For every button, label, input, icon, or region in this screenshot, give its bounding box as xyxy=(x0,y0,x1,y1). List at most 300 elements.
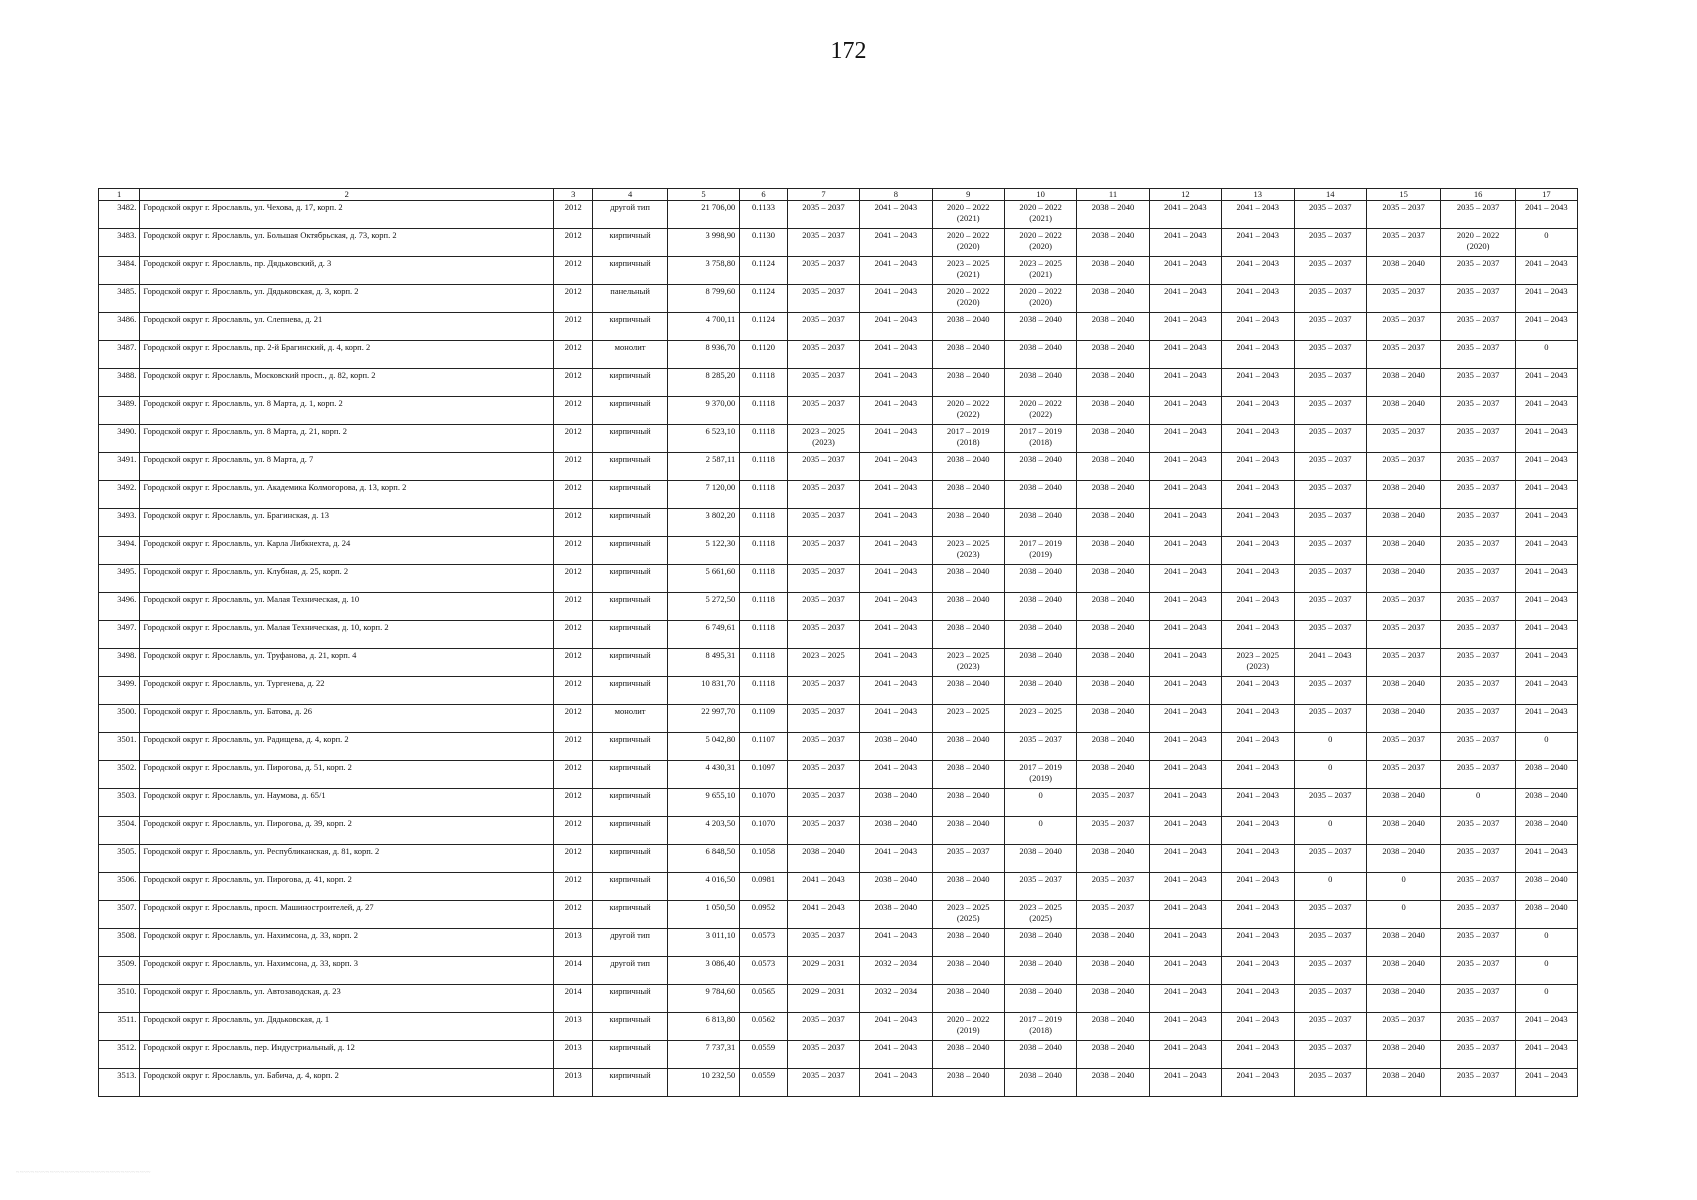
period-col9-cell xyxy=(932,845,1004,873)
year-cell: 2012 xyxy=(554,677,593,705)
period-col13-cell xyxy=(1222,1069,1294,1097)
wall-material-cell: кирпичный xyxy=(593,425,667,453)
period-col9-cell-period: 2038 – 2040 xyxy=(946,454,990,464)
period-col7-cell xyxy=(787,1041,859,1069)
period-col12-cell: 2041 – 2043 xyxy=(1149,929,1221,957)
period-col9-cell-period: 2020 – 2022 xyxy=(946,1014,990,1024)
coefficient-cell: 0.1118 xyxy=(740,425,788,453)
period-col12-cell: 2041 – 2043 xyxy=(1149,1069,1221,1097)
period-col10-cell-period: 2038 – 2040 xyxy=(1019,482,1062,492)
address-cell: Городской округ г. Ярославль, пр. Дядьковский, д. 3 xyxy=(140,257,554,285)
period-col10-cell-period: 2038 – 2040 xyxy=(1019,1042,1062,1052)
year-cell: 2012 xyxy=(554,341,593,369)
period-col10-cell-year: (2018) xyxy=(1029,1025,1052,1035)
period-col10-cell-year: (2020) xyxy=(1029,297,1052,307)
column-header-12: 12 xyxy=(1149,189,1221,201)
period-col9-cell xyxy=(932,397,1004,425)
period-col12-cell: 2041 – 2043 xyxy=(1149,845,1221,873)
period-col10-cell xyxy=(1004,789,1076,817)
period-col17-cell: 2041 – 2043 xyxy=(1515,677,1577,705)
table-header xyxy=(99,189,1578,201)
wall-material-cell: кирпичный xyxy=(593,565,667,593)
wall-material-cell: кирпичный xyxy=(593,257,667,285)
wall-material-cell: монолит xyxy=(593,341,667,369)
period-col17-cell: 2041 – 2043 xyxy=(1515,1041,1577,1069)
column-header-3: 3 xyxy=(554,189,593,201)
period-col14-cell: 2035 – 2037 xyxy=(1294,285,1366,313)
period-col16-cell xyxy=(1441,733,1515,761)
year-cell: 2012 xyxy=(554,229,593,257)
period-col10-cell xyxy=(1004,425,1076,453)
table-row xyxy=(99,1069,1578,1097)
period-col12-cell: 2041 – 2043 xyxy=(1149,369,1221,397)
period-col7-cell-period: 2035 – 2037 xyxy=(802,762,845,772)
coefficient-cell: 0.1118 xyxy=(740,593,788,621)
period-col10-cell xyxy=(1004,229,1076,257)
year-cell: 2012 xyxy=(554,789,593,817)
row-number-cell: 3506. xyxy=(99,873,140,901)
coefficient-cell: 0.1118 xyxy=(740,649,788,677)
period-col16-cell xyxy=(1441,285,1515,313)
period-col13-cell-period: 2041 – 2043 xyxy=(1236,790,1280,800)
period-col15-cell: 0 xyxy=(1366,901,1440,929)
column-header-1: 1 xyxy=(99,189,140,201)
period-col16-cell-period: 2035 – 2037 xyxy=(1456,678,1500,688)
period-col11-cell: 2038 – 2040 xyxy=(1077,453,1149,481)
row-number-cell: 3493. xyxy=(99,509,140,537)
period-col15-cell: 2035 – 2037 xyxy=(1366,621,1440,649)
period-col10-cell-period: 2038 – 2040 xyxy=(1019,566,1062,576)
period-col10-cell xyxy=(1004,1013,1076,1041)
period-col7-cell xyxy=(787,929,859,957)
period-col16-cell-period: 2035 – 2037 xyxy=(1456,258,1500,268)
period-col16-cell xyxy=(1441,929,1515,957)
period-col7-cell xyxy=(787,1069,859,1097)
period-col12-cell: 2041 – 2043 xyxy=(1149,1013,1221,1041)
area-cell: 6 848,50 xyxy=(667,845,739,873)
period-col15-cell: 2035 – 2037 xyxy=(1366,453,1440,481)
period-col17-cell: 2041 – 2043 xyxy=(1515,397,1577,425)
period-col9-cell xyxy=(932,481,1004,509)
column-header-14: 14 xyxy=(1294,189,1366,201)
period-col11-cell: 2038 – 2040 xyxy=(1077,985,1149,1013)
area-cell: 22 997,70 xyxy=(667,705,739,733)
address-cell: Городской округ г. Ярославль, ул. Слепнева, д. 21 xyxy=(140,313,554,341)
period-col13-cell-period: 2041 – 2043 xyxy=(1236,1014,1280,1024)
period-col13-cell xyxy=(1222,369,1294,397)
period-col7-cell xyxy=(787,425,859,453)
wall-material-cell: кирпичный xyxy=(593,621,667,649)
period-col10-cell xyxy=(1004,509,1076,537)
address-cell: Городской округ г. Ярославль, ул. Тургенева, д. 22 xyxy=(140,677,554,705)
period-col15-cell: 0 xyxy=(1366,873,1440,901)
period-col9-cell-period: 2017 – 2019 xyxy=(946,426,990,436)
table-row xyxy=(99,985,1578,1013)
period-col11-cell: 2038 – 2040 xyxy=(1077,677,1149,705)
area-cell: 4 430,31 xyxy=(667,761,739,789)
period-col13-cell-period: 2041 – 2043 xyxy=(1236,482,1280,492)
period-col9-cell xyxy=(932,621,1004,649)
coefficient-cell: 0.1070 xyxy=(740,817,788,845)
period-col13-cell xyxy=(1222,789,1294,817)
period-col12-cell: 2041 – 2043 xyxy=(1149,705,1221,733)
address-cell: Городской округ г. Ярославль, ул. Автозаводская, д. 23 xyxy=(140,985,554,1013)
period-col13-cell xyxy=(1222,257,1294,285)
area-cell: 21 706,00 xyxy=(667,201,739,229)
period-col7-cell-period: 2035 – 2037 xyxy=(802,538,845,548)
period-col16-cell xyxy=(1441,761,1515,789)
year-cell: 2013 xyxy=(554,929,593,957)
period-col7-cell-period: 2035 – 2037 xyxy=(802,342,845,352)
table-row xyxy=(99,761,1578,789)
period-col7-cell xyxy=(787,565,859,593)
period-col10-cell xyxy=(1004,901,1076,929)
period-col16-cell-period: 2035 – 2037 xyxy=(1456,986,1500,996)
period-col16-cell xyxy=(1441,537,1515,565)
period-col17-cell: 2041 – 2043 xyxy=(1515,481,1577,509)
period-col9-cell xyxy=(932,1013,1004,1041)
period-col14-cell: 2035 – 2037 xyxy=(1294,789,1366,817)
coefficient-cell: 0.1133 xyxy=(740,201,788,229)
period-col13-cell-period: 2041 – 2043 xyxy=(1236,678,1280,688)
period-col17-cell: 0 xyxy=(1515,341,1577,369)
period-col11-cell: 2038 – 2040 xyxy=(1077,285,1149,313)
address-cell: Городской округ г. Ярославль, ул. Дядьковская, д. 3, корп. 2 xyxy=(140,285,554,313)
period-col7-cell-period: 2035 – 2037 xyxy=(802,398,845,408)
period-col16-cell-period: 2035 – 2037 xyxy=(1456,1070,1500,1080)
period-col10-cell-period: 2020 – 2022 xyxy=(1019,202,1062,212)
coefficient-cell: 0.1107 xyxy=(740,733,788,761)
column-header-8: 8 xyxy=(860,189,932,201)
coefficient-cell: 0.0565 xyxy=(740,985,788,1013)
period-col15-cell: 2038 – 2040 xyxy=(1366,705,1440,733)
period-col15-cell: 2038 – 2040 xyxy=(1366,537,1440,565)
row-number-cell: 3505. xyxy=(99,845,140,873)
period-col9-cell xyxy=(932,957,1004,985)
period-col10-cell xyxy=(1004,593,1076,621)
period-col12-cell: 2041 – 2043 xyxy=(1149,677,1221,705)
period-col8-cell: 2041 – 2043 xyxy=(860,453,932,481)
period-col7-cell-period: 2035 – 2037 xyxy=(802,510,845,520)
period-col7-cell-period: 2029 – 2031 xyxy=(802,986,845,996)
period-col15-cell: 2038 – 2040 xyxy=(1366,1041,1440,1069)
table-row xyxy=(99,425,1578,453)
period-col7-cell-period: 2035 – 2037 xyxy=(802,370,845,380)
row-number-cell: 3497. xyxy=(99,621,140,649)
period-col10-cell xyxy=(1004,649,1076,677)
period-col16-cell xyxy=(1441,1013,1515,1041)
period-col15-cell: 2038 – 2040 xyxy=(1366,509,1440,537)
period-col14-cell: 2035 – 2037 xyxy=(1294,369,1366,397)
period-col10-cell xyxy=(1004,817,1076,845)
period-col17-cell: 2038 – 2040 xyxy=(1515,789,1577,817)
period-col13-cell-period: 2041 – 2043 xyxy=(1236,706,1280,716)
column-header-11: 11 xyxy=(1077,189,1149,201)
period-col16-cell xyxy=(1441,845,1515,873)
table-row xyxy=(99,873,1578,901)
area-cell: 1 050,50 xyxy=(667,901,739,929)
period-col10-cell-period: 2038 – 2040 xyxy=(1019,454,1062,464)
period-col17-cell: 0 xyxy=(1515,957,1577,985)
period-col9-cell-period: 2038 – 2040 xyxy=(946,930,990,940)
period-col12-cell: 2041 – 2043 xyxy=(1149,453,1221,481)
row-number-cell: 3484. xyxy=(99,257,140,285)
period-col13-cell-period: 2041 – 2043 xyxy=(1236,454,1280,464)
period-col7-cell xyxy=(787,229,859,257)
wall-material-cell: кирпичный xyxy=(593,453,667,481)
year-cell: 2012 xyxy=(554,537,593,565)
period-col11-cell: 2038 – 2040 xyxy=(1077,341,1149,369)
period-col10-cell-period: 2038 – 2040 xyxy=(1019,930,1062,940)
page-number: 172 xyxy=(830,38,867,64)
period-col17-cell: 2041 – 2043 xyxy=(1515,1013,1577,1041)
period-col7-cell xyxy=(787,621,859,649)
table-row xyxy=(99,733,1578,761)
area-cell: 8 285,20 xyxy=(667,369,739,397)
period-col10-cell-period: 2035 – 2037 xyxy=(1019,734,1062,744)
table-row xyxy=(99,201,1578,229)
period-col9-cell xyxy=(932,985,1004,1013)
period-col17-cell: 0 xyxy=(1515,985,1577,1013)
period-col16-cell xyxy=(1441,593,1515,621)
period-col7-cell xyxy=(787,453,859,481)
period-col9-cell xyxy=(932,313,1004,341)
period-col16-cell xyxy=(1441,509,1515,537)
period-col10-cell xyxy=(1004,369,1076,397)
column-header-16: 16 xyxy=(1441,189,1515,201)
period-col12-cell: 2041 – 2043 xyxy=(1149,873,1221,901)
period-col17-cell: 2041 – 2043 xyxy=(1515,649,1577,677)
wall-material-cell: кирпичный xyxy=(593,313,667,341)
period-col13-cell xyxy=(1222,901,1294,929)
period-col13-cell xyxy=(1222,873,1294,901)
period-col12-cell: 2041 – 2043 xyxy=(1149,509,1221,537)
period-col15-cell: 2035 – 2037 xyxy=(1366,229,1440,257)
area-cell: 2 587,11 xyxy=(667,453,739,481)
period-col13-cell xyxy=(1222,425,1294,453)
period-col11-cell: 2038 – 2040 xyxy=(1077,1013,1149,1041)
period-col9-cell-period: 2038 – 2040 xyxy=(946,874,990,884)
period-col16-cell xyxy=(1441,957,1515,985)
period-col8-cell: 2038 – 2040 xyxy=(860,789,932,817)
period-col9-cell-period: 2038 – 2040 xyxy=(946,370,990,380)
wall-material-cell: кирпичный xyxy=(593,229,667,257)
period-col8-cell: 2041 – 2043 xyxy=(860,705,932,733)
wall-material-cell: кирпичный xyxy=(593,509,667,537)
period-col10-cell-period: 2038 – 2040 xyxy=(1019,594,1062,604)
period-col10-cell-period: 2035 – 2037 xyxy=(1019,874,1062,884)
wall-material-cell: кирпичный xyxy=(593,873,667,901)
wall-material-cell: кирпичный xyxy=(593,761,667,789)
period-col16-cell-period: 2035 – 2037 xyxy=(1456,622,1500,632)
period-col9-cell xyxy=(932,453,1004,481)
area-cell: 3 998,90 xyxy=(667,229,739,257)
coefficient-cell: 0.0952 xyxy=(740,901,788,929)
period-col13-cell xyxy=(1222,1013,1294,1041)
period-col9-cell-year: (2018) xyxy=(956,437,980,447)
period-col13-cell xyxy=(1222,481,1294,509)
period-col11-cell: 2038 – 2040 xyxy=(1077,1041,1149,1069)
wall-material-cell: другой тип xyxy=(593,929,667,957)
period-col9-cell xyxy=(932,341,1004,369)
period-col17-cell: 2041 – 2043 xyxy=(1515,257,1577,285)
address-cell: Городской округ г. Ярославль, ул. Чехова, д. 17, корп. 2 xyxy=(140,201,554,229)
period-col10-cell-year: (2020) xyxy=(1029,241,1052,251)
area-cell: 7 120,00 xyxy=(667,481,739,509)
year-cell: 2012 xyxy=(554,425,593,453)
period-col9-cell xyxy=(932,929,1004,957)
table-row xyxy=(99,285,1578,313)
period-col11-cell: 2038 – 2040 xyxy=(1077,537,1149,565)
period-col9-cell xyxy=(932,369,1004,397)
period-col8-cell: 2041 – 2043 xyxy=(860,537,932,565)
area-cell: 3 758,80 xyxy=(667,257,739,285)
address-cell: Городской округ г. Ярославль, ул. 8 Марта, д. 1, корп. 2 xyxy=(140,397,554,425)
wall-material-cell: кирпичный xyxy=(593,985,667,1013)
period-col13-cell xyxy=(1222,929,1294,957)
period-col8-cell: 2041 – 2043 xyxy=(860,621,932,649)
period-col7-cell xyxy=(787,537,859,565)
column-header-15: 15 xyxy=(1366,189,1440,201)
period-col8-cell: 2041 – 2043 xyxy=(860,509,932,537)
row-number-cell: 3483. xyxy=(99,229,140,257)
period-col16-cell xyxy=(1441,397,1515,425)
wall-material-cell: кирпичный xyxy=(593,733,667,761)
period-col10-cell xyxy=(1004,929,1076,957)
period-col10-cell-period: 2017 – 2019 xyxy=(1019,538,1062,548)
period-col13-cell xyxy=(1222,649,1294,677)
period-col12-cell: 2041 – 2043 xyxy=(1149,1041,1221,1069)
column-header-7: 7 xyxy=(787,189,859,201)
period-col12-cell: 2041 – 2043 xyxy=(1149,789,1221,817)
period-col7-cell xyxy=(787,341,859,369)
period-col10-cell xyxy=(1004,537,1076,565)
address-cell: Городской округ г. Ярославль, ул. Малая Техническая, д. 10, корп. 2 xyxy=(140,621,554,649)
period-col17-cell: 2041 – 2043 xyxy=(1515,593,1577,621)
period-col10-cell-period: 2038 – 2040 xyxy=(1019,958,1062,968)
period-col9-cell xyxy=(932,901,1004,929)
row-number-cell: 3501. xyxy=(99,733,140,761)
coefficient-cell: 0.1120 xyxy=(740,341,788,369)
period-col9-cell-year: (2020) xyxy=(956,297,980,307)
period-col10-cell-period: 2023 – 2025 xyxy=(1019,258,1062,268)
period-col14-cell: 0 xyxy=(1294,817,1366,845)
period-col16-cell xyxy=(1441,677,1515,705)
wall-material-cell: кирпичный xyxy=(593,901,667,929)
period-col9-cell-period: 2023 – 2025 xyxy=(946,538,990,548)
period-col13-cell xyxy=(1222,733,1294,761)
period-col11-cell: 2038 – 2040 xyxy=(1077,1069,1149,1097)
area-cell: 8 495,31 xyxy=(667,649,739,677)
period-col11-cell: 2038 – 2040 xyxy=(1077,229,1149,257)
period-col9-cell xyxy=(932,649,1004,677)
coefficient-cell: 0.0562 xyxy=(740,1013,788,1041)
period-col7-cell xyxy=(787,789,859,817)
address-cell: Городской округ г. Ярославль, ул. Пирогова, д. 41, корп. 2 xyxy=(140,873,554,901)
row-number-cell: 3504. xyxy=(99,817,140,845)
period-col16-cell xyxy=(1441,789,1515,817)
address-cell: Городской округ г. Ярославль, ул. Карла Либкнехта, д. 24 xyxy=(140,537,554,565)
period-col13-cell xyxy=(1222,621,1294,649)
row-number-cell: 3487. xyxy=(99,341,140,369)
year-cell: 2012 xyxy=(554,397,593,425)
period-col13-cell-period: 2041 – 2043 xyxy=(1236,342,1280,352)
period-col9-cell-period: 2038 – 2040 xyxy=(946,342,990,352)
period-col17-cell: 2041 – 2043 xyxy=(1515,537,1577,565)
period-col9-cell xyxy=(932,509,1004,537)
period-col14-cell: 2035 – 2037 xyxy=(1294,1069,1366,1097)
period-col13-cell-period: 2041 – 2043 xyxy=(1236,566,1280,576)
period-col15-cell: 2035 – 2037 xyxy=(1366,733,1440,761)
year-cell: 2013 xyxy=(554,1013,593,1041)
period-col13-cell-period: 2041 – 2043 xyxy=(1236,734,1280,744)
coefficient-cell: 0.1130 xyxy=(740,229,788,257)
coefficient-cell: 0.0559 xyxy=(740,1069,788,1097)
row-number-cell: 3513. xyxy=(99,1069,140,1097)
period-col14-cell: 2035 – 2037 xyxy=(1294,677,1366,705)
period-col16-cell-period: 2035 – 2037 xyxy=(1456,398,1500,408)
period-col7-cell-period: 2035 – 2037 xyxy=(802,594,845,604)
wall-material-cell: кирпичный xyxy=(593,1041,667,1069)
year-cell: 2012 xyxy=(554,845,593,873)
period-col7-cell-period: 2041 – 2043 xyxy=(802,874,845,884)
address-cell: Городской округ г. Ярославль, ул. 8 Марта, д. 7 xyxy=(140,453,554,481)
period-col11-cell: 2035 – 2037 xyxy=(1077,817,1149,845)
period-col14-cell: 2041 – 2043 xyxy=(1294,649,1366,677)
period-col9-cell-period: 2023 – 2025 xyxy=(946,902,990,912)
year-cell: 2013 xyxy=(554,1069,593,1097)
period-col17-cell: 2041 – 2043 xyxy=(1515,565,1577,593)
year-cell: 2013 xyxy=(554,1041,593,1069)
period-col9-cell-period: 2038 – 2040 xyxy=(946,790,990,800)
period-col8-cell: 2041 – 2043 xyxy=(860,257,932,285)
period-col14-cell: 2035 – 2037 xyxy=(1294,957,1366,985)
address-cell: Городской округ г. Ярославль, ул. Радищева, д. 4, корп. 2 xyxy=(140,733,554,761)
period-col16-cell-period: 2035 – 2037 xyxy=(1456,818,1500,828)
period-col7-cell-period: 2035 – 2037 xyxy=(802,454,845,464)
area-cell: 9 655,10 xyxy=(667,789,739,817)
period-col13-cell-period: 2041 – 2043 xyxy=(1236,202,1280,212)
period-col16-cell-period: 2035 – 2037 xyxy=(1456,510,1500,520)
period-col7-cell xyxy=(787,845,859,873)
period-col16-cell-period: 2035 – 2037 xyxy=(1456,762,1500,772)
period-col15-cell: 2038 – 2040 xyxy=(1366,929,1440,957)
wall-material-cell: кирпичный xyxy=(593,1069,667,1097)
period-col8-cell: 2041 – 2043 xyxy=(860,313,932,341)
register-table-container xyxy=(98,188,1578,1097)
period-col7-cell xyxy=(787,985,859,1013)
row-number-cell: 3495. xyxy=(99,565,140,593)
period-col11-cell: 2038 – 2040 xyxy=(1077,509,1149,537)
period-col11-cell: 2038 – 2040 xyxy=(1077,397,1149,425)
period-col11-cell: 2038 – 2040 xyxy=(1077,481,1149,509)
wall-material-cell: кирпичный xyxy=(593,845,667,873)
period-col15-cell: 2035 – 2037 xyxy=(1366,649,1440,677)
address-cell: Городской округ г. Ярославль, ул. Батова, д. 26 xyxy=(140,705,554,733)
period-col12-cell: 2041 – 2043 xyxy=(1149,229,1221,257)
wall-material-cell: панельный xyxy=(593,285,667,313)
period-col7-cell xyxy=(787,509,859,537)
period-col9-cell-year: (2025) xyxy=(956,913,980,923)
area-cell: 5 042,80 xyxy=(667,733,739,761)
period-col7-cell xyxy=(787,761,859,789)
coefficient-cell: 0.1118 xyxy=(740,565,788,593)
period-col13-cell-period: 2041 – 2043 xyxy=(1236,510,1280,520)
period-col9-cell xyxy=(932,761,1004,789)
coefficient-cell: 0.1058 xyxy=(740,845,788,873)
period-col16-cell-period: 2035 – 2037 xyxy=(1456,874,1500,884)
period-col17-cell: 2041 – 2043 xyxy=(1515,453,1577,481)
